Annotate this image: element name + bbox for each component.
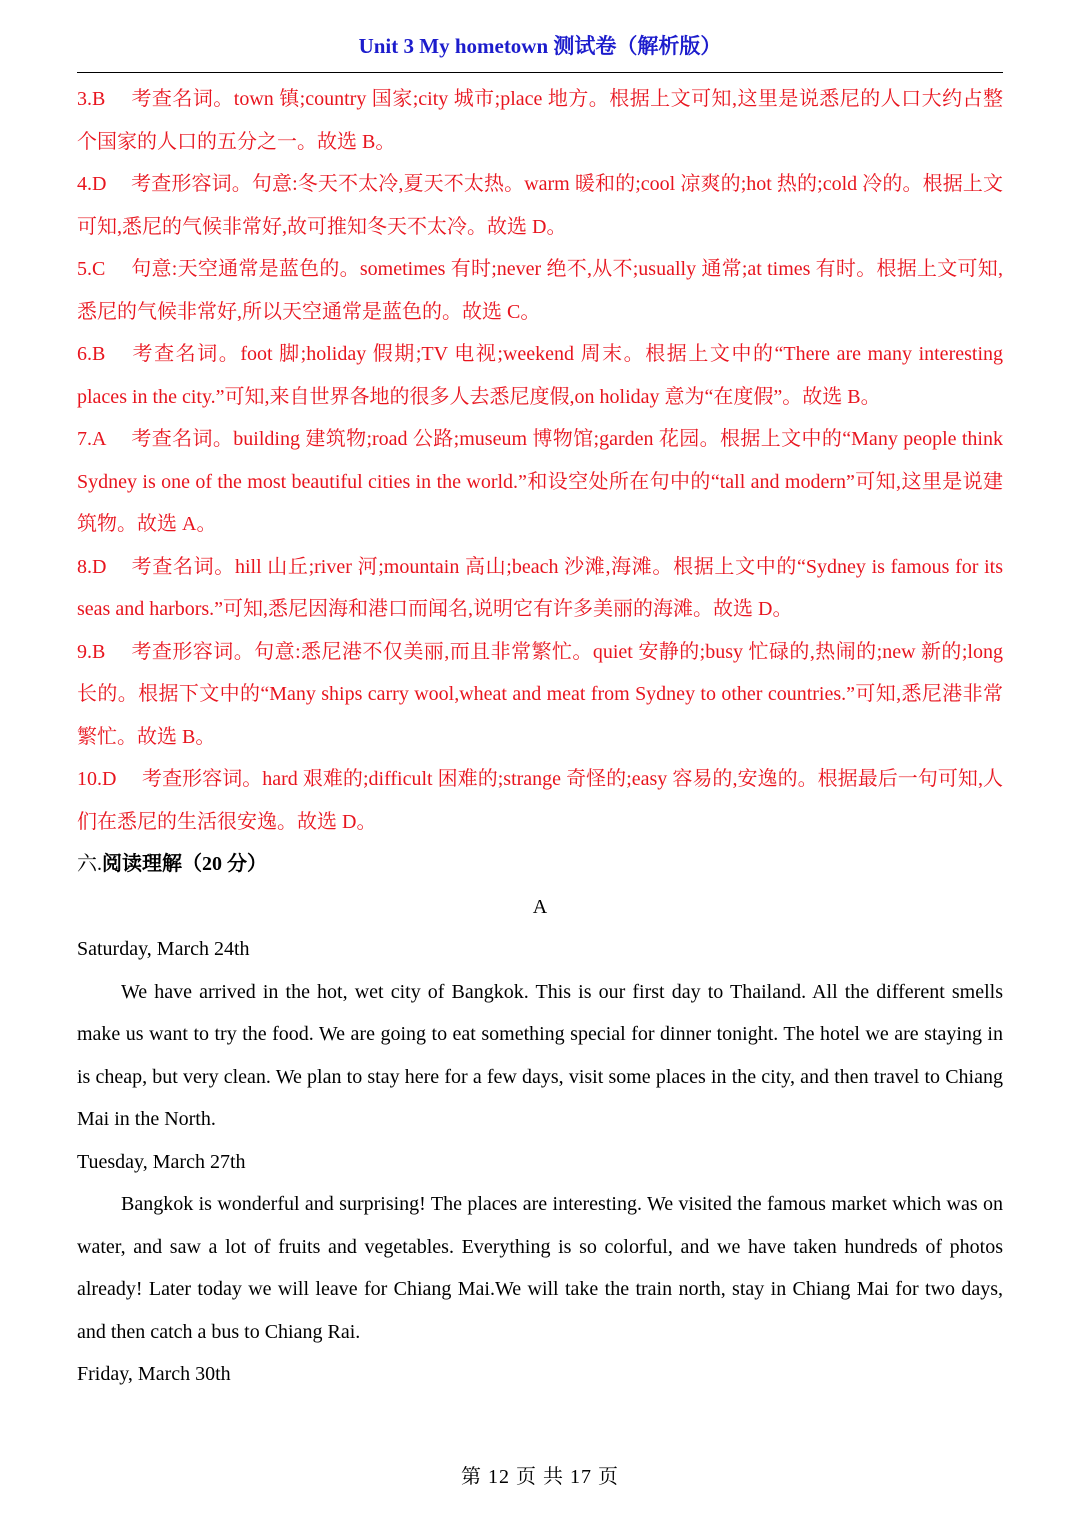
answer-10 [77, 758, 1003, 843]
answer-4 [77, 163, 1003, 248]
diary-entry-text: We have arrived in the hot, wet city of Bangkok. This is our first day to Thailand. All the different smells make us want to try the food. We are going to eat something special for dinner tonight. The hotel we are staying in is cheap, but very clean. We plan to stay here for a few days, visit some places in the city, and then travel to Chiang Mai in the North. [77, 980, 1003, 1130]
answer-explanation: 句意:天空通常是蓝色的。sometimes 有时;never 绝不,从不;usually 通常;at times 有时。根据上文可知,悉尼的气候非常好,所以天空通常是蓝色的。故选 C。 [77, 258, 1003, 323]
answer-explanation: 考查名词。town 镇;country 国家;city 城市;place 地方。根据上文可知,这里是说悉尼的人口大约占整个国家的人口的五分之一。故选 B。 [77, 88, 1003, 153]
page-number: 第 12 页 共 17 页 [461, 1466, 619, 1488]
answer-number: 5.C [77, 258, 106, 280]
answer-number: 3.B [77, 88, 106, 110]
diary-date: Tuesday, March 27th [77, 1150, 246, 1173]
section-title: 阅读理解（20 分） [102, 853, 267, 875]
diary-date: Friday, March 30th [77, 1363, 231, 1385]
answer-explanation: 考查形容词。hard 艰难的;difficult 困难的;strange 奇怪的;easy 容易的,安逸的。根据最后一句可知,人们在悉尼的生活很安逸。故选 D。 [77, 768, 1003, 833]
answer-explanation: 考查名词。hill 山丘;river 河;mountain 高山;beach 沙滩,海滩。根据上文中的“Sydney is famous for its seas and harbors.”可知,悉尼因海和港口而闻名,说明它有许多美丽的海滩。故选 D。 [77, 555, 1003, 620]
section-prefix: 六. [77, 853, 102, 875]
answer-number: 10.D [77, 768, 117, 790]
section-heading [77, 843, 1003, 886]
answer-explanation: 考查形容词。句意:冬天不太冷,夏天不太热。warm 暖和的;cool 凉爽的;hot 热的;cold 冷的。根据上文可知,悉尼的气候非常好,故可推知冬天不太冷。故选 D。 [77, 173, 1003, 238]
answer-3 [77, 78, 1003, 163]
answer-explanation: 考查形容词。句意:悉尼港不仅美丽,而且非常繁忙。quiet 安静的;busy 忙碌的,热闹的;new 新的;long 长的。根据下文中的“Many ships carry wool,wheat and meat from Sydney to other countries.”可知,悉尼港非常繁忙。故选 B。 [77, 640, 1003, 748]
answer-number: 9.B [77, 640, 106, 663]
answer-7 [77, 418, 1003, 546]
answer-number: 7.A [77, 428, 107, 450]
header-divider [77, 72, 1003, 73]
answer-8 [77, 546, 1003, 631]
answer-explanation: 考查名词。foot 脚;holiday 假期;TV 电视;weekend 周末。根据上文中的“There are many interesting places in the city.”可知,来自世界各地的很多人去悉尼度假,on holiday 意为“在度假”。故选 B。 [77, 343, 1003, 408]
answer-explanation: 考查名词。building 建筑物;road 公路;museum 博物馆;garden 花园。根据上文中的“Many people think Sydney is one of the most beautiful cities in the world.”和设空处所在句中的“tall and modern”可知,这里是说建筑物。故选 A。 [77, 428, 1003, 535]
document-header: Unit 3 My hometown 测试卷（解析版） [358, 34, 722, 58]
diary-date: Saturday, March 24th [77, 938, 250, 960]
diary-entry-text: Bangkok is wonderful and surprising! The places are interesting. We visited the famous market which was on water, and saw a lot of fruits and vegetables. Everything is so colorful, and we have taken hundreds of photos already! Later today we will leave for Chiang Mai.We will take the train north, stay in Chiang Mai for two days, and then catch a bus to Chiang Rai. [77, 1193, 1003, 1343]
answer-9 [77, 631, 1003, 759]
answer-5 [77, 248, 1003, 333]
passage-label: A [532, 895, 548, 918]
answer-6 [77, 333, 1003, 418]
answer-number: 4.D [77, 173, 107, 195]
answer-number: 6.B [77, 343, 106, 365]
document-body [77, 78, 1003, 1396]
answer-number: 8.D [77, 555, 107, 578]
